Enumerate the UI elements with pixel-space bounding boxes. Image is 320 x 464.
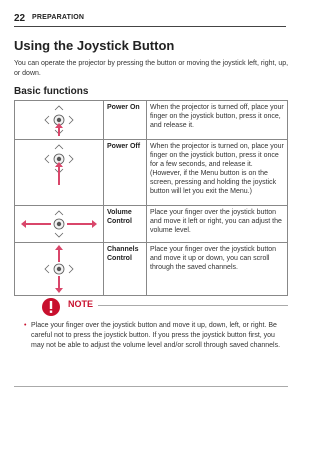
function-name: Volume Control [104,206,147,243]
note-box [14,297,288,387]
section-label: PREPARATION [32,14,85,21]
icon-cell [15,243,104,296]
function-name: Power Off [104,140,147,206]
intro-text: You can operate the projector by pressing the button or moving the joystick left, right, up, or down. [14,60,289,77]
joystick-hold-icon [39,142,79,186]
joystick-left-right-icon [21,208,97,240]
table-row [15,101,288,140]
section-subtitle: Basic functions [14,86,89,97]
joystick-up-down-icon [39,245,79,293]
function-description: When the projector is turned off, place your finger on the joystick button, press it once, and release it. [147,101,288,140]
note-title: NOTE [68,299,94,309]
icon-cell [15,206,104,243]
page-number: 22 [14,13,26,24]
page-header [14,13,286,27]
note-divider [14,386,288,387]
function-description: Place your finger over the joystick button and move it up or down, you can scroll through the saved channels. [147,243,288,296]
note-text: Place your finger over the joystick button and move it up, down, left, or right. Be careful not to press the joystick button. If you press the joystick button first, you may not be able to adjust the volume level and/or scroll through saved channels. [31,322,281,349]
icon-cell [15,101,104,140]
joystick-press-icon [39,103,79,137]
icon-cell [15,140,104,206]
table-row [15,206,288,243]
note-divider [98,305,288,306]
function-name: Channels Control [104,243,147,296]
function-description: Place your finger over the joystick button and move it left or right, you can adjust the volume level. [147,206,288,243]
table-row [15,140,288,206]
page-title: Using the Joystick Button [14,38,175,53]
functions-table [14,100,288,296]
function-name: Power On [104,101,147,140]
warning-icon [40,297,62,317]
table-row [15,243,288,296]
bullet-icon: • [24,322,27,329]
function-description: When the projector is turned on, place your finger on the joystick button, press it once for a few seconds, and release it. (However, if the Menu button is on the screen, pressing and holding the joystick button will let you exit the Menu.) [147,140,288,206]
header-rule [14,26,286,27]
